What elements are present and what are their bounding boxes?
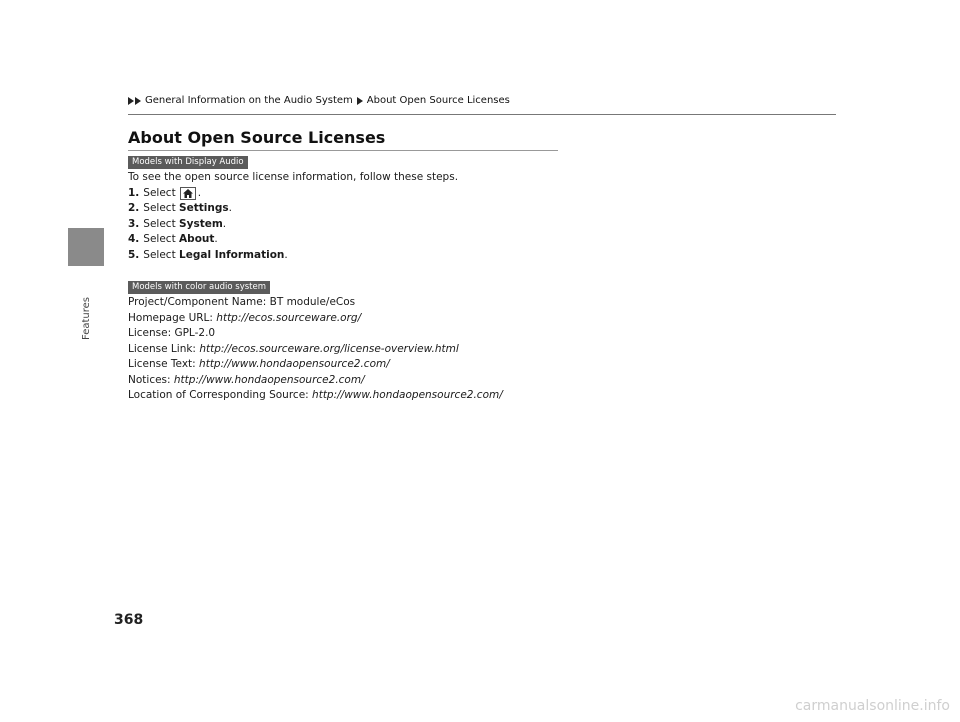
license-link-row: License Link: http://ecos.sourceware.org/license-overview.html <box>128 342 503 358</box>
title-divider <box>128 150 558 151</box>
steps-block <box>128 170 458 263</box>
home-icon <box>180 187 196 200</box>
breadcrumb <box>128 95 510 106</box>
step-target: About <box>179 233 215 245</box>
license-block <box>128 295 503 404</box>
sidebar-tab <box>68 228 104 266</box>
license-link[interactable]: http://ecos.sourceware.org/license-overview.html <box>199 342 459 355</box>
sidebar-label-text: Features <box>80 296 92 340</box>
license-type: License: GPL-2.0 <box>128 327 216 339</box>
source-row: Location of Corresponding Source: http://www.hondaopensource2.com/ <box>128 388 503 404</box>
step-2: 2. Select Settings . <box>128 201 458 217</box>
sidebar-section-label <box>69 278 103 358</box>
breadcrumb-arrow-icon <box>128 97 134 105</box>
watermark: carmanualsonline.info <box>795 698 950 714</box>
step-target: Settings <box>179 202 229 214</box>
notices-row: Notices: http://www.hondaopensource2.com/ <box>128 373 503 389</box>
license-text-row: License Text: http://www.hondaopensource2.com/ <box>128 357 503 373</box>
license-text-link[interactable]: http://www.hondaopensource2.com/ <box>199 358 390 370</box>
header-divider <box>128 114 836 115</box>
display-audio-badge: Models with Display Audio <box>128 156 248 169</box>
homepage-row: Homepage URL: http://ecos.sourceware.org/ <box>128 311 503 327</box>
breadcrumb-current-page: About Open Source Licenses <box>366 95 510 106</box>
intro-text: To see the open source license information, follow these steps. <box>128 171 459 183</box>
page-number: 368 <box>114 612 144 628</box>
step-4: 4. Select About . <box>128 232 458 248</box>
step-5: 5. Select Legal Information . <box>128 248 458 264</box>
notices-link[interactable]: http://www.hondaopensource2.com/ <box>173 373 365 386</box>
page-title: About Open Source Licenses <box>128 128 386 147</box>
source-link[interactable]: http://www.hondaopensource2.com/ <box>312 389 503 401</box>
breadcrumb-arrow-icon <box>357 97 363 105</box>
step-3: 3. Select System . <box>128 217 458 233</box>
breadcrumb-section-link[interactable]: General Information on the Audio System <box>145 95 353 106</box>
project-name: Project/Component Name: BT module/eCos <box>128 296 356 308</box>
homepage-link[interactable]: http://ecos.sourceware.org/ <box>216 311 362 324</box>
color-audio-badge: Models with color audio system <box>128 281 270 294</box>
step-1: 1. Select . <box>128 186 202 199</box>
breadcrumb-arrow-icon <box>135 97 141 105</box>
step-target: Legal Information <box>179 248 285 261</box>
step-target: System <box>179 217 223 230</box>
